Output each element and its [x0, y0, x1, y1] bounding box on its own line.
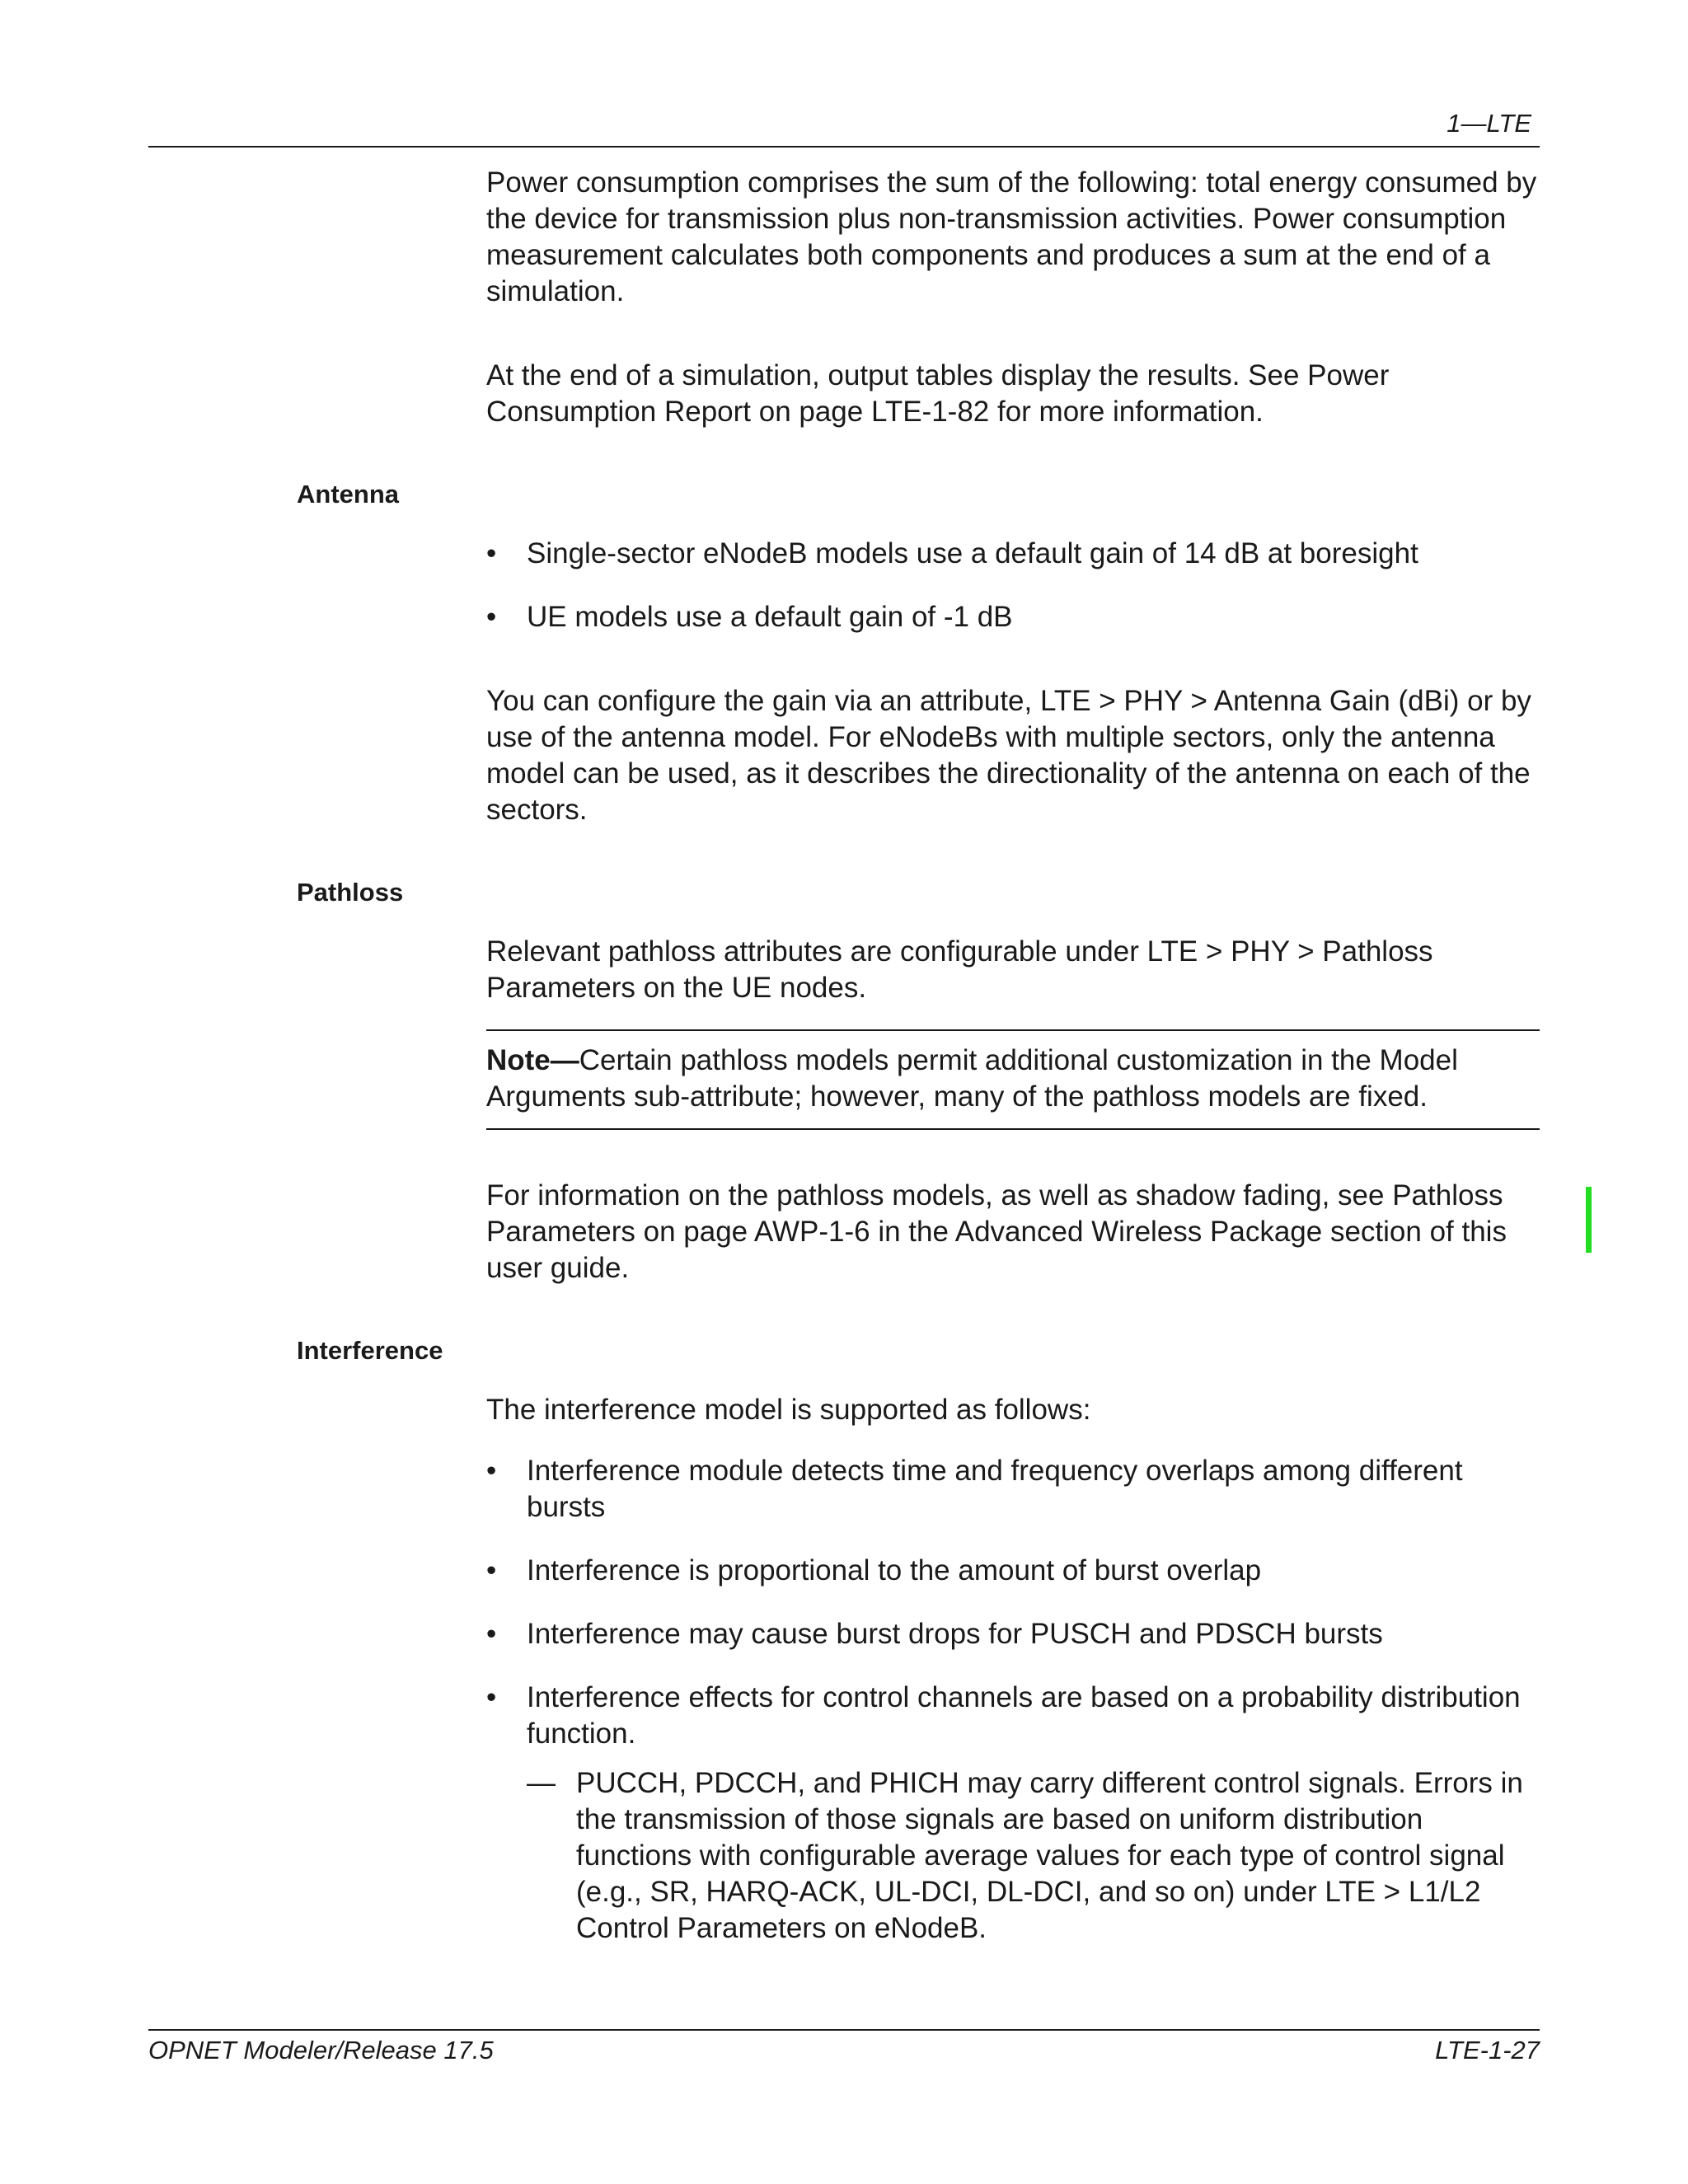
- bullet-marker: •: [486, 537, 497, 569]
- footer-product: OPNET Modeler/Release 17.5: [148, 2036, 494, 2064]
- page-number: LTE-1-27: [1435, 2036, 1540, 2064]
- list-item-text: Single-sector eNodeB models use a default gain of 14 dB at boresight: [527, 537, 1418, 569]
- list-item-text: Interference effects for control channels are based on a probability distribution function.: [527, 1681, 1521, 1750]
- change-bar: [1586, 1187, 1592, 1253]
- pathloss-heading: Pathloss: [297, 878, 404, 907]
- bullet-marker: •: [486, 1618, 497, 1650]
- list-item: [486, 1616, 1540, 1652]
- list-item: [486, 1453, 1540, 1526]
- bullet-marker: •: [486, 1681, 497, 1713]
- antenna-bullet-list: [486, 536, 1540, 635]
- interference-heading: Interference: [297, 1336, 443, 1365]
- list-item: [486, 1553, 1540, 1589]
- list-item: [486, 536, 1540, 572]
- note-box: [486, 1029, 1540, 1130]
- running-header: 1—LTE: [1447, 109, 1531, 138]
- list-item-text: Interference module detects time and frequency overlaps among different bursts: [527, 1455, 1463, 1523]
- sub-bullet-list: [527, 1765, 1540, 1947]
- list-item-text: Interference may cause burst drops for PUSCH and PDSCH bursts: [527, 1618, 1383, 1650]
- antenna-paragraph: You can configure the gain via an attribute, LTE > PHY > Antenna Gain (dBi) or by use of the antenna model. For eNodeBs with multiple sectors, only the antenna model can be used, as it describes the directionality of the antenna on each of the sectors.: [486, 685, 1531, 826]
- sub-list-item: [527, 1765, 1540, 1947]
- pathloss-paragraph-2: For information on the pathloss models, as well as shadow fading, see Pathloss Parameters on page AWP-1-6 in the Advanced Wireless Package section of this user guide.: [486, 1179, 1507, 1284]
- bullet-marker: •: [486, 1554, 497, 1586]
- interference-bullet-list: [486, 1453, 1540, 1947]
- note-label: Note—: [486, 1044, 579, 1076]
- list-item-text: Interference is proportional to the amount of burst overlap: [527, 1554, 1262, 1586]
- intro-paragraph-1: Power consumption comprises the sum of the following: total energy consumed by the device for transmission plus non-transmission activities. Power consumption measurement calculates both components and produces a sum at the end of a simulation.: [486, 166, 1537, 307]
- list-item: [486, 1680, 1540, 1947]
- pathloss-paragraph-1: Relevant pathloss attributes are configurable under LTE > PHY > Pathloss Parameters on the UE nodes.: [486, 935, 1433, 1004]
- footer-rule: [148, 2029, 1540, 2031]
- header-rule: [148, 146, 1540, 148]
- intro-paragraph-2: At the end of a simulation, output tables display the results. See Power Consumption Report on page LTE-1-82 for more information.: [486, 359, 1390, 428]
- page-content: [297, 165, 1540, 1994]
- list-item-text: UE models use a default gain of -1 dB: [527, 601, 1013, 633]
- bullet-marker: •: [486, 601, 497, 633]
- bullet-marker: •: [486, 1455, 497, 1487]
- sub-list-item-text: PUCCH, PDCCH, and PHICH may carry different control signals. Errors in the transmission of those signals are based on uniform distribution functions with configurable average values for each type of control signal (e.g., SR, HARQ-ACK, UL-DCI, DL-DCI, and so on) under LTE > L1/L2 Control Parameters on eNodeB.: [576, 1767, 1523, 1944]
- dash-marker: —: [527, 1767, 556, 1799]
- antenna-heading: Antenna: [297, 480, 399, 509]
- note-text: Certain pathloss models permit additional customization in the Model Arguments sub-attribute; however, many of the pathloss models are fixed.: [486, 1044, 1458, 1113]
- interference-paragraph: The interference model is supported as follows:: [486, 1394, 1091, 1426]
- list-item: [486, 599, 1540, 635]
